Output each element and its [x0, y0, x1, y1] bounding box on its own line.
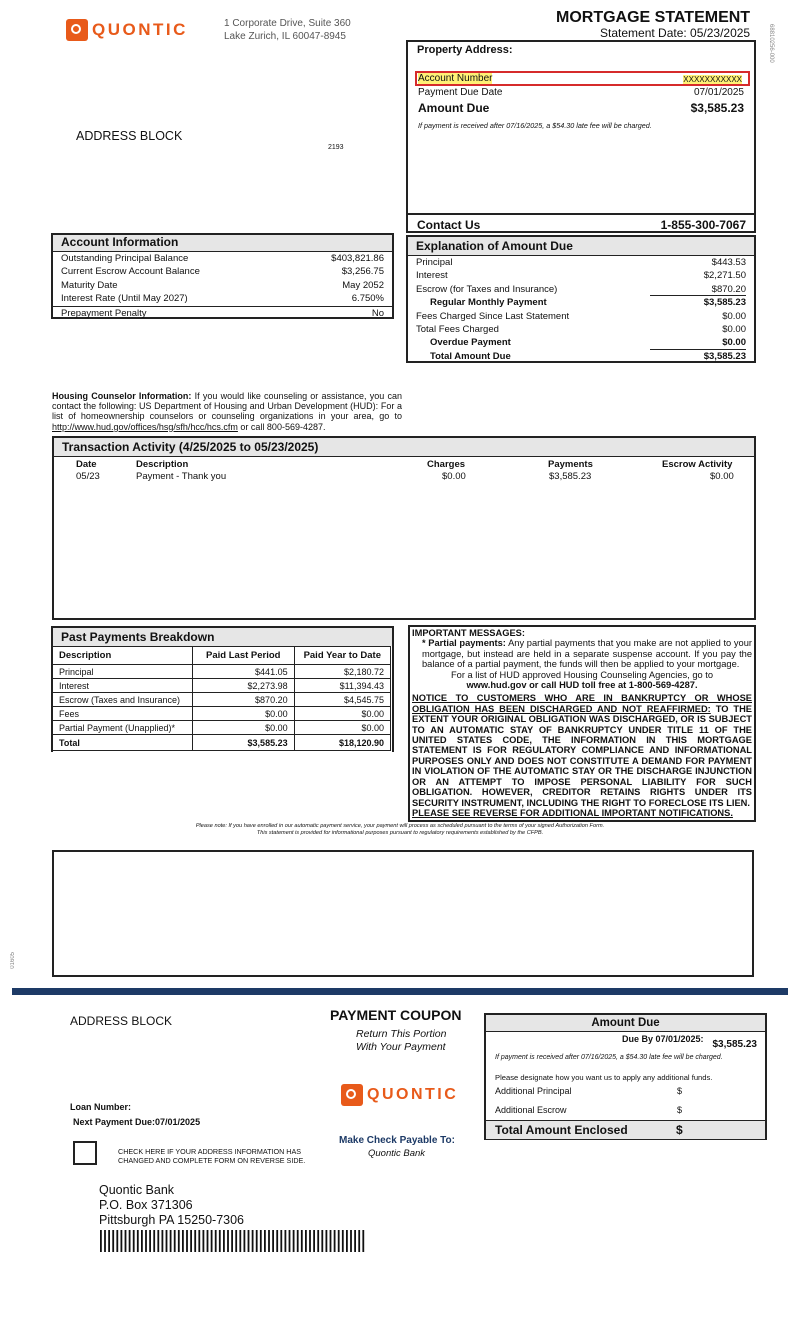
side-code-2: 01605	[10, 952, 16, 969]
account-number-value: XXXXXXXXXXX	[683, 75, 742, 84]
barcode-bar	[354, 1230, 356, 1252]
barcode-bar	[252, 1230, 254, 1252]
barcode-bar	[211, 1230, 213, 1252]
barcode-bar	[190, 1230, 192, 1252]
past-payments-col-header: Description	[53, 647, 193, 665]
barcode-bar	[362, 1230, 364, 1252]
barcode-bar	[166, 1230, 168, 1252]
transaction-col-header: Description	[136, 459, 189, 470]
account-info-title: Account Information	[53, 235, 392, 252]
past-payments-box	[51, 626, 394, 752]
account-info-value: $3,256.75	[341, 266, 384, 278]
barcode-bar	[215, 1230, 217, 1252]
past-payments-cell: $11,394.43	[294, 679, 390, 693]
barcode-bar	[342, 1230, 344, 1252]
past-payments-total-cell: Total	[53, 735, 193, 751]
barcode-bar	[182, 1230, 184, 1252]
barcode-bar	[297, 1230, 299, 1252]
quontic-logo-icon	[66, 19, 88, 41]
past-payments-col-header: Paid Year to Date	[294, 647, 390, 665]
past-payments-cell: $4,545.75	[294, 693, 390, 707]
barcode-bar	[178, 1230, 180, 1252]
housing-counselor-info: Housing Counselor Information: If you would like counseling or assistance, you can contact the following: US Department of Housing and Urban Development (HUD): For a list of homeownership counselors or counseling organizations in your area, go to http://www.hud.gov/offices/hsg/sfh/hcc/hcs.cfm or call 800-569-4287.	[52, 391, 402, 432]
explanation-value: $0.00	[722, 323, 746, 335]
footnotes: Please note: If you have enrolled in our automatic payment service, your payment will process as scheduled pursuant to the terms of your signed Authorization Form. This statement is provided for informational purposes pursuant to regulatory requirements established by the CFPB.	[195, 823, 605, 836]
barcode-bar	[231, 1230, 233, 1252]
coupon-logo-icon	[341, 1084, 363, 1106]
explanation-row	[408, 296, 754, 309]
explanation-row	[408, 269, 754, 282]
total-enclosed-label: Total Amount Enclosed	[495, 1123, 628, 1137]
barcode-bar	[321, 1230, 323, 1252]
barcode-bar	[239, 1230, 241, 1252]
barcode-bar	[198, 1230, 200, 1252]
payment-due-value: 07/01/2025	[693, 87, 744, 98]
bankruptcy-notice: NOTICE TO CUSTOMERS WHO ARE IN BANKRUPTCY OR WHOSE OBLIGATION HAS BEEN DISCHARGED AND NOT REAFFIRMED: TO THE EXTENT YOUR ORIGINAL OBLIGATION WAS DISCHARGED, OR IS SUBJECT TO AN AUTOMATIC STAY OF BANKRUPTCY UNDER TITLE 11 OF THE UNITED STATES CODE, THE INFORMATION IN THIS MORTGAGE STATEMENT IS FOR REGULATORY COMPLIANCE AND INFORMATIONAL PURPOSES ONLY AND DOES NOT CONSTITUTE A DEMAND FOR PAYMENT IN VIOLATION OF THE AUTOMATIC STAY OR THE DISCHARGE INJUNCTION OR AN ATTEMPT TO IMPOSE PERSONAL LIABILITY FOR SUCH OBLIGATION. HOWEVER, CREDITOR RETAINS RIGHTS UNDER ITS SECURITY INSTRUMENT, INCLUDING THE RIGHT TO FORECLOSE ITS LIEN.	[412, 693, 752, 808]
barcode-bar	[157, 1230, 159, 1252]
transaction-cell: Payment - Thank you	[136, 471, 227, 482]
statement-date: Statement Date: 05/23/2025	[600, 26, 751, 40]
payable-name: Quontic Bank	[368, 1148, 426, 1159]
contact-phone: 1-855-300-7067	[660, 218, 746, 232]
coupon-amount-box	[484, 1013, 767, 1140]
explanation-row	[408, 310, 754, 323]
explanation-value: $0.00	[650, 336, 746, 349]
amount-due-label: Amount Due	[418, 101, 490, 115]
past-payments-cell: Escrow (Taxes and Insurance)	[53, 693, 193, 707]
account-info-label: Current Escrow Account Balance	[61, 266, 200, 278]
coupon-logo-text: QUONTIC	[367, 1086, 459, 1103]
explanation-row	[408, 350, 754, 363]
transaction-title: Transaction Activity (4/25/2025 to 05/23/2025)	[54, 438, 754, 457]
transaction-cell: $0.00	[710, 471, 734, 482]
partial-payments-note: * Partial payments: Any partial payments that you make are not applied to your mortgage, but instead are held in a separate suspense account. If you pay the balance of a partial payment, the funds will then be applied to your mortgage.	[422, 638, 752, 670]
past-payments-cell: Principal	[53, 665, 193, 679]
next-payment-due: Next Payment Due:07/01/2025	[73, 1117, 201, 1127]
see-reverse-note: PLEASE SEE REVERSE FOR ADDITIONAL IMPORTANT NOTIFICATIONS.	[412, 807, 733, 818]
explanation-label: Escrow (for Taxes and Insurance)	[416, 283, 558, 295]
quontic-logo	[66, 19, 188, 41]
explanation-label: Regular Monthly Payment	[430, 297, 547, 309]
barcode-bar	[260, 1230, 262, 1252]
address-block: ADDRESS BLOCK	[76, 129, 183, 143]
barcode-bar	[346, 1230, 348, 1252]
barcode-bar	[133, 1230, 135, 1252]
postal-barcode	[100, 1230, 370, 1252]
barcode-bar	[313, 1230, 315, 1252]
transaction-cell: 05/23	[76, 471, 100, 482]
explanation-label: Fees Charged Since Last Statement	[416, 310, 570, 322]
barcode-bar	[223, 1230, 225, 1252]
loan-number-label: Loan Number:	[70, 1102, 132, 1112]
past-payments-cell: Interest	[53, 679, 193, 693]
transaction-col-header: Payments	[548, 459, 593, 470]
account-info-rows	[53, 252, 392, 320]
barcode-bar	[162, 1230, 164, 1252]
barcode-bar	[235, 1230, 237, 1252]
barcode-bar	[219, 1230, 221, 1252]
account-number-label: Account Number	[418, 73, 493, 84]
account-info-row	[53, 292, 392, 306]
barcode-bar	[334, 1230, 336, 1252]
barcode-bar	[264, 1230, 266, 1252]
explanation-value: $3,585.23	[703, 350, 746, 362]
barcode-bar	[227, 1230, 229, 1252]
transaction-col-header: Escrow Activity	[662, 459, 733, 470]
barcode-bar	[305, 1230, 307, 1252]
barcode-bar	[174, 1230, 176, 1252]
barcode-bar	[317, 1230, 319, 1252]
transaction-rows	[54, 471, 754, 484]
coupon-late-note: If payment is received after 07/16/2025, a $54.30 late fee will be charged.	[495, 1054, 723, 1061]
explanation-value: $3,585.23	[703, 297, 746, 309]
barcode-bar	[104, 1230, 106, 1252]
barcode-bar	[338, 1230, 340, 1252]
additional-escrow-field[interactable]: $	[677, 1105, 683, 1115]
explanation-label: Interest	[416, 270, 448, 282]
payment-due-label: Payment Due Date	[418, 87, 503, 98]
account-info-value: $403,821.86	[331, 253, 384, 264]
statement-title: MORTGAGE STATEMENT	[556, 9, 751, 26]
past-payments-cell: $0.00	[294, 721, 390, 735]
barcode-bar	[121, 1230, 123, 1252]
quontic-logo-text: QUONTIC	[92, 20, 188, 39]
past-payments-cell: $2,180.72	[294, 665, 390, 679]
explanation-title: Explanation of Amount Due	[408, 237, 754, 256]
barcode-bar	[186, 1230, 188, 1252]
account-info-row	[53, 252, 392, 265]
total-enclosed-field[interactable]: $	[676, 1123, 683, 1137]
barcode-bar	[330, 1230, 332, 1252]
barcode-bar	[350, 1230, 352, 1252]
account-info-row	[53, 307, 392, 320]
account-info-label: Prepayment Penalty	[61, 307, 147, 319]
barcode-bar	[153, 1230, 155, 1252]
hud-agencies-line-2: www.hud.gov or call HUD toll free at 1-800-569-4287.	[466, 680, 698, 691]
past-payments-total-cell: $3,585.23	[192, 735, 294, 751]
message-box	[52, 850, 754, 977]
past-payments-cell: $0.00	[192, 707, 294, 721]
barcode-bar	[309, 1230, 311, 1252]
additional-principal-field[interactable]: $	[677, 1086, 683, 1096]
barcode-bar	[108, 1230, 110, 1252]
barcode-bar	[137, 1230, 139, 1252]
explanation-label: Total Fees Charged	[416, 323, 499, 335]
return-portion: Return This Portion With Your Payment	[356, 1028, 447, 1053]
important-title: IMPORTANT MESSAGES:	[412, 628, 525, 638]
barcode-bar	[301, 1230, 303, 1252]
amount-due-value: $3,585.23	[690, 101, 744, 115]
explanation-box	[406, 235, 756, 363]
coupon-amount: $3,585.23	[712, 1039, 757, 1050]
past-payments-cell: $441.05	[192, 665, 294, 679]
barcode-bar	[141, 1230, 143, 1252]
past-payments-cell: $870.20	[192, 693, 294, 707]
contact-label: Contact Us	[417, 218, 481, 232]
explanation-value: $870.20	[650, 283, 746, 296]
barcode-bar	[280, 1230, 282, 1252]
account-info-value: May 2052	[342, 279, 384, 291]
important-messages-box	[408, 625, 756, 822]
barcode-bar	[112, 1230, 114, 1252]
past-payments-total-row	[53, 735, 391, 751]
barcode-bar	[207, 1230, 209, 1252]
payable-label: Make Check Payable To:	[339, 1135, 455, 1146]
barcode-bar	[203, 1230, 205, 1252]
barcode-bar	[100, 1230, 102, 1252]
coupon-amount-title: Amount Due	[486, 1015, 765, 1032]
property-address-label: Property Address:	[417, 44, 513, 56]
total-enclosed-row	[486, 1120, 765, 1139]
past-payments-row	[53, 693, 391, 707]
barcode-bar	[116, 1230, 118, 1252]
coupon-divider	[12, 988, 788, 995]
explanation-row	[408, 336, 754, 349]
barcode-bar	[244, 1230, 246, 1252]
late-fee-note: If payment is received after 07/16/2025, a $54.30 late fee will be charged.	[418, 121, 652, 130]
address-change-text: CHECK HERE IF YOUR ADDRESS INFORMATION HAS CHANGED AND COMPLETE FORM ON REVERSE SIDE.	[118, 1147, 306, 1165]
explanation-row	[408, 283, 754, 296]
barcode-bar	[289, 1230, 291, 1252]
explanation-value: $2,271.50	[703, 270, 746, 282]
contact-row	[408, 213, 754, 235]
barcode-bar	[170, 1230, 172, 1252]
past-payments-total-cell: $18,120.90	[294, 735, 390, 751]
barcode-bar	[272, 1230, 274, 1252]
coupon-address-block: ADDRESS BLOCK	[70, 1014, 173, 1028]
past-payments-cell: Partial Payment (Unapplied)*	[53, 721, 193, 735]
address-change-checkbox[interactable]	[73, 1141, 97, 1165]
past-payments-cell: Fees	[53, 707, 193, 721]
hud-agencies-line: For a list of HUD approved Housing Counseling Agencies, go to	[450, 669, 713, 680]
past-payments-row	[53, 665, 391, 679]
barcode-bar	[145, 1230, 147, 1252]
explanation-value: $0.00	[722, 310, 746, 322]
account-info-label: Outstanding Principal Balance	[61, 253, 189, 264]
past-payments-col-header: Paid Last Period	[192, 647, 294, 665]
past-payments-cell: $2,273.98	[192, 679, 294, 693]
explanation-row	[408, 323, 754, 336]
explanation-rows	[408, 256, 754, 363]
designate-note: Please designate how you want us to apply any additional funds.	[495, 1073, 713, 1082]
past-payments-cell: $0.00	[192, 721, 294, 735]
barcode-bar	[125, 1230, 127, 1252]
hud-link[interactable]: http://www.hud.gov/offices/hsg/sfh/hcc/hcs.cfm	[52, 421, 238, 432]
account-info-label: Maturity Date	[61, 279, 118, 291]
explanation-value: $443.53	[711, 257, 746, 268]
additional-principal-label: Additional Principal	[495, 1086, 572, 1096]
transaction-activity-box	[52, 436, 756, 620]
explanation-label: Principal	[416, 257, 453, 268]
transaction-col-header: Charges	[427, 459, 466, 470]
barcode-bar	[285, 1230, 287, 1252]
past-payments-title: Past Payments Breakdown	[53, 628, 392, 646]
barcode-bar	[256, 1230, 258, 1252]
transaction-cell: $3,585.23	[549, 471, 592, 482]
account-info-row	[53, 265, 392, 278]
coupon-logo	[341, 1084, 458, 1106]
barcode-bar	[268, 1230, 270, 1252]
explanation-row	[408, 256, 754, 269]
barcode-bar	[248, 1230, 250, 1252]
transaction-row	[54, 471, 754, 484]
coupon-title: PAYMENT COUPON	[330, 1007, 462, 1023]
past-payments-row	[53, 679, 391, 693]
barcode-bar	[194, 1230, 196, 1252]
past-payments-row	[53, 721, 391, 735]
past-payments-table	[52, 646, 391, 751]
explanation-label: Total Amount Due	[430, 350, 511, 362]
past-payments-cell: $0.00	[294, 707, 390, 721]
account-info-box	[51, 233, 394, 319]
due-by: Due By 07/01/2025:	[622, 1034, 704, 1044]
additional-escrow-label: Additional Escrow	[495, 1105, 567, 1115]
transaction-col-header: Date	[76, 459, 97, 470]
side-code: 68810256-000	[768, 24, 774, 63]
barcode-bar	[293, 1230, 295, 1252]
property-box	[406, 40, 756, 233]
company-address: 1 Corporate Drive, Suite 360 Lake Zurich, IL 60047-8945	[224, 18, 351, 42]
transaction-cell: $0.00	[442, 471, 466, 482]
past-payments-row	[53, 707, 391, 721]
account-info-value: No	[371, 307, 384, 319]
account-info-label: Interest Rate (Until May 2027)	[61, 293, 188, 305]
transaction-header	[54, 457, 754, 471]
account-info-row	[53, 279, 392, 292]
address-code: 2193	[328, 144, 344, 151]
barcode-bar	[129, 1230, 131, 1252]
barcode-bar	[326, 1230, 328, 1252]
explanation-label: Overdue Payment	[430, 337, 511, 349]
account-info-value: 6.750%	[351, 293, 384, 305]
barcode-bar	[276, 1230, 278, 1252]
barcode-bar	[358, 1230, 360, 1252]
barcode-bar	[149, 1230, 151, 1252]
remit-address: Quontic Bank P.O. Box 371306 Pittsburgh PA 15250-7306	[99, 1183, 245, 1227]
